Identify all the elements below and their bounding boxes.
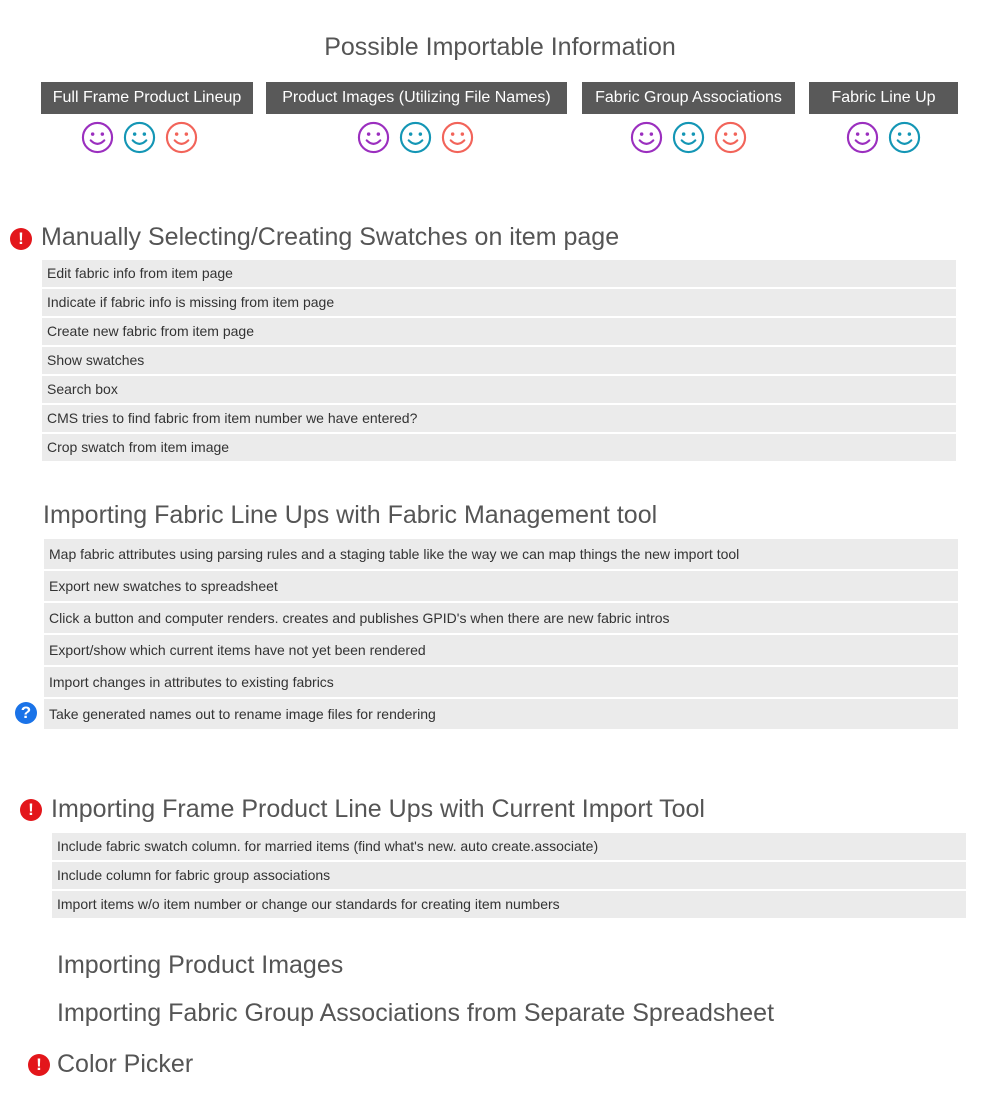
- list-item: Export/show which current items have not yet been rendered: [44, 635, 958, 665]
- list-item: Import changes in attributes to existing fabrics: [44, 667, 958, 697]
- section-title-color-picker: Color Picker: [57, 1050, 194, 1078]
- list-item: Map fabric attributes using parsing rules and a staging table like the way we can map things the new import tool: [44, 539, 958, 569]
- smiley-coral-icon: [165, 121, 198, 154]
- smiley-purple-icon: [630, 121, 663, 154]
- tag-fabric-line-up: Fabric Line Up: [809, 82, 958, 114]
- list-item: Click a button and computer renders. creates and publishes GPID's when there are new fabric intros: [44, 603, 958, 633]
- smiley-purple-icon: [81, 121, 114, 154]
- list-item: Show swatches: [42, 347, 956, 374]
- reaction-group-fabric-group: [630, 121, 747, 155]
- list-item: Export new swatches to spreadsheet: [44, 571, 958, 601]
- list-item: Search box: [42, 376, 956, 403]
- list-item: Create new fabric from item page: [42, 318, 956, 345]
- list-item: Indicate if fabric info is missing from item page: [42, 289, 956, 316]
- frame-lineups-list: [52, 833, 966, 920]
- smiley-coral-icon: [714, 121, 747, 154]
- smiley-teal-icon: [888, 121, 921, 154]
- alert-icon: !: [10, 228, 32, 250]
- section-title-product-images: Importing Product Images: [57, 951, 344, 979]
- list-item: Take generated names out to rename image files for rendering: [44, 699, 958, 729]
- list-item: Include fabric swatch column. for married items (find what's new. auto create.associate): [52, 833, 966, 860]
- reaction-group-fabric-line-up: [846, 121, 921, 155]
- smiley-purple-icon: [357, 121, 390, 154]
- tag-fabric-group-associations: Fabric Group Associations: [582, 82, 795, 114]
- section-title-group-associations: Importing Fabric Group Associations from Separate Spreadsheet: [57, 999, 775, 1027]
- smiley-coral-icon: [441, 121, 474, 154]
- list-item: Edit fabric info from item page: [42, 260, 956, 287]
- smiley-teal-icon: [672, 121, 705, 154]
- tag-full-frame-product-lineup: Full Frame Product Lineup: [41, 82, 253, 114]
- section-title-frame-lineups: Importing Frame Product Line Ups with Current Import Tool: [51, 795, 705, 823]
- page-title: Possible Importable Information: [324, 33, 676, 61]
- alert-icon: !: [20, 799, 42, 821]
- alert-icon: !: [28, 1054, 50, 1076]
- tag-product-images: Product Images (Utilizing File Names): [266, 82, 567, 114]
- list-item: Import items w/o item number or change our standards for creating item numbers: [52, 891, 966, 918]
- smiley-teal-icon: [123, 121, 156, 154]
- fabric-lineups-list: [44, 539, 958, 731]
- reaction-group-product-images: [357, 121, 474, 155]
- section-title-manual-swatches: Manually Selecting/Creating Swatches on item page: [41, 223, 620, 251]
- smiley-purple-icon: [846, 121, 879, 154]
- reaction-group-full-frame: [81, 121, 198, 155]
- list-item: Crop swatch from item image: [42, 434, 956, 461]
- list-item: CMS tries to find fabric from item number we have entered?: [42, 405, 956, 432]
- smiley-teal-icon: [399, 121, 432, 154]
- section-title-fabric-lineups: Importing Fabric Line Ups with Fabric Management tool: [43, 501, 658, 529]
- manual-swatches-list: [42, 260, 956, 463]
- list-item: Include column for fabric group associations: [52, 862, 966, 889]
- help-icon[interactable]: ?: [15, 702, 37, 724]
